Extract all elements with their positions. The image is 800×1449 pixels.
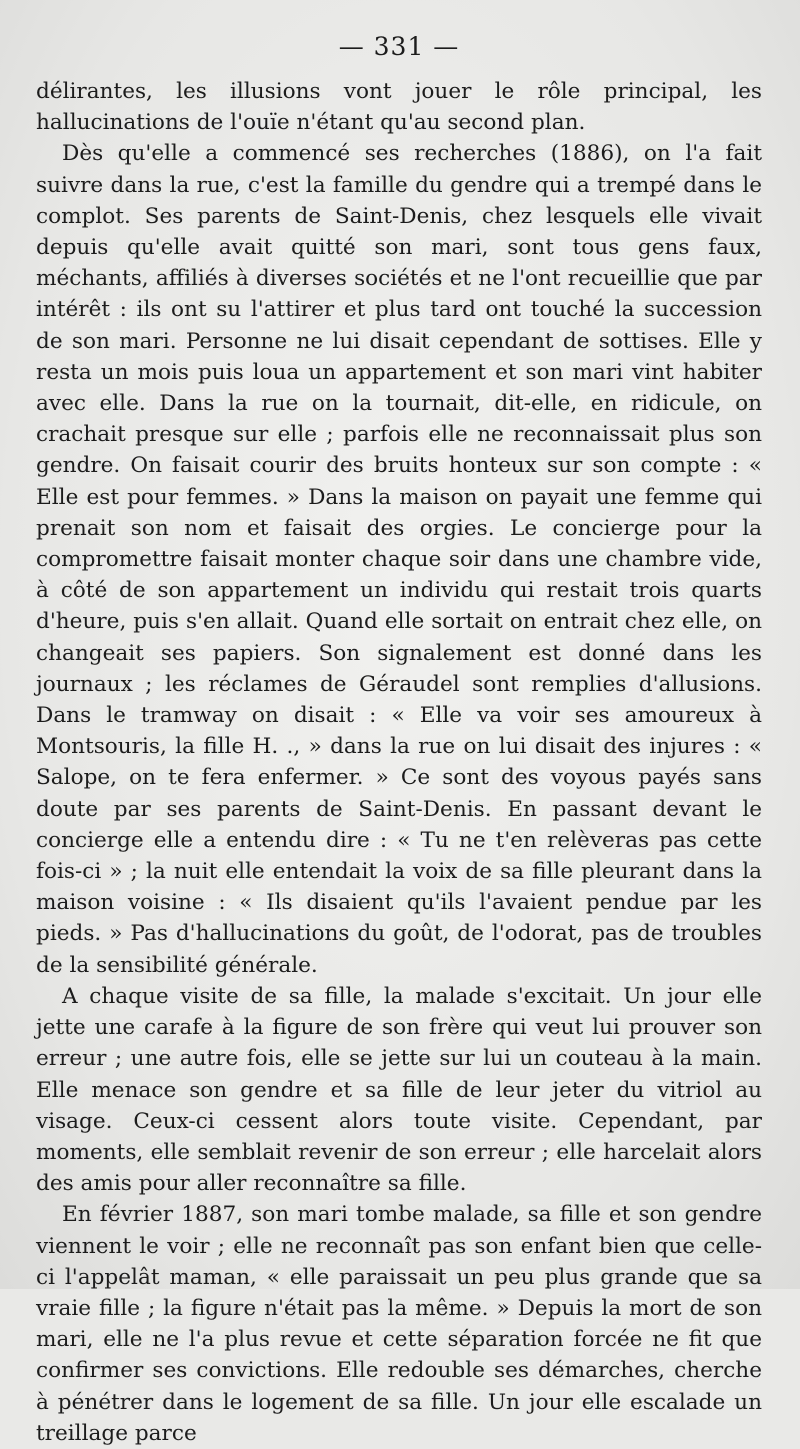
paragraph-recherches: Dès qu'elle a commencé ses recherches (1886), on l'a fait suivre dans la rue, c'est la famille du gendre qui a trempé dans le complot. Ses parents de Saint-Denis, chez lesquels elle vivait depuis qu'elle avait quitté son mari, sont tous gens faux, méchants, affiliés à diverses sociétés et ne l'ont recueillie que par intérêt : ils ont su l'attirer et plus tard ont touché la succession de son mari. Personne ne lui disait cependant de sottises. Elle y resta un mois puis loua un appartement et son mari vint habiter avec elle. Dans la rue on la tournait, dit-elle, en ridicule, on crachait presque sur elle ; parfois elle ne reconnaissait plus son gendre. On faisait courir des bruits honteux sur son compte : « Elle est pour femmes. » Dans la maison on payait une femme qui prenait son nom et faisait des orgies. Le concierge pour la compromettre faisait monter chaque soir dans une chambre vide, à côté de son appartement un individu qui restait trois quarts d'heure, puis s'en allait. Quand elle sortait on entrait chez elle, on changeait ses papiers. Son signalement est donné dans les journaux ; les réclames de Géraudel sont remplies d'allusions. Dans le tramway on disait : « Elle va voir ses amoureux à Montsouris, la fille H. ., » dans la rue on lui disait des injures : « Salope, on te fera enfermer. » Ce sont des voyous payés sans doute par ses parents de Saint-Denis. En passant devant le concierge elle a entendu dire : « Tu ne t'en relèveras pas cette fois-ci » ; la nuit elle entendait la voix de sa fille pleurant dans la maison voisine : « Ils disaient qu'ils l'avaient pendue par les pieds. » Pas d'hallucinations du goût, de l'odorat, pas de troubles de la sensibilité générale. bbox=[36, 141, 762, 978]
paragraph-visites: A chaque visite de sa fille, la malade s'excitait. Un jour elle jette une carafe à la figure de son frère qui veut lui prouver son erreur ; une autre fois, elle se jette sur lui un couteau à la main. Elle menace son gendre et sa fille de leur jeter du vitriol au visage. Ceux-ci cessent alors toute visite. Cependant, par moments, elle semblait revenir de son erreur ; elle harcelait alors des amis pour aller reconnaître sa fille. bbox=[36, 983, 762, 1197]
paragraph-continuation: délirantes, les illusions vont jouer le rôle principal, les hallucinations de l'ouïe n'étant qu'au second plan. bbox=[36, 79, 762, 136]
paragraph-fevrier-1887: En février 1887, son mari tombe malade, sa fille et son gendre viennent le voir ; elle ne reconnaît pas son enfant bien que celle-ci l'appelât maman, « elle paraissait un peu plus grande que sa vraie fille ; la figure n'était pas la même. » Depuis la mort de son mari, elle ne l'a plus revue et cette séparation forcée ne fit que confirmer ses convictions. Elle redouble ses démarches, cherche à pénétrer dans le logement de sa fille. Un jour elle escalade un treillage parce bbox=[36, 1202, 762, 1446]
body-text bbox=[36, 76, 762, 1449]
page-number: — 331 — bbox=[338, 32, 460, 61]
